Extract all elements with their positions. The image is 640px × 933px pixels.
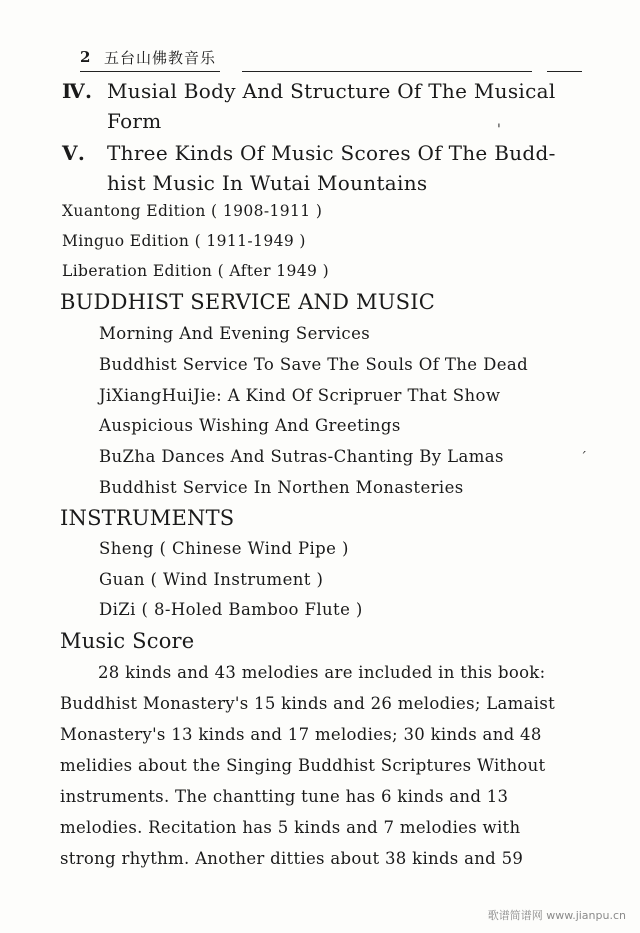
running-header: [62, 48, 582, 78]
toc-entry-v: [62, 138, 556, 198]
list-item: BuZha Dances And Sutras-Chanting By Lamas: [99, 447, 504, 466]
toc-entry-text: Three Kinds Of Music Scores Of The Budd-: [107, 141, 556, 165]
music-score-paragraph: [60, 657, 570, 874]
book-title: 五台山佛教音乐: [104, 49, 217, 67]
section-heading-music-score: Music Score: [60, 629, 195, 653]
paragraph-line: melidies about the Singing Buddhist Scriptures Without: [60, 756, 546, 775]
list-item: Auspicious Wishing And Greetings: [99, 416, 401, 435]
roman-numeral: Ⅳ.: [62, 79, 93, 103]
page-number: 2: [80, 48, 91, 66]
list-item: Buddhist Service In Northen Monasteries: [99, 478, 464, 497]
edition-line: Xuantong Edition ( 1908-1911 ): [62, 202, 323, 220]
site-watermark: 歌谱简谱网 www.jianpu.cn: [487, 909, 626, 922]
paragraph-line: 28 kinds and 43 melodies are included in this book:: [98, 663, 546, 682]
toc-entry-text: Musial Body And Structure Of The Musical: [107, 79, 556, 103]
paragraph-line: Buddhist Monastery's 15 kinds and 26 melodies; Lamaist: [60, 694, 556, 713]
header-rule: [242, 71, 532, 72]
roman-numeral: Ⅴ.: [62, 141, 86, 165]
list-item: JiXiangHuiJie: A Kind Of Scripruer That Show: [99, 386, 501, 405]
section-heading-buddhist-service: BUDDHIST SERVICE AND MUSIC: [60, 290, 435, 314]
paragraph-line: melodies. Recitation has 5 kinds and 7 melodies with: [60, 818, 521, 837]
stray-mark: ': [497, 122, 501, 138]
list-item: Buddhist Service To Save The Souls Of The Dead: [99, 355, 529, 374]
edition-line: Liberation Edition ( After 1949 ): [62, 262, 330, 280]
list-item: DiZi ( 8-Holed Bamboo Flute ): [99, 600, 363, 619]
toc-entry-iv: [62, 76, 556, 136]
paragraph-line: instruments. The chantting tune has 6 kinds and 13: [60, 787, 509, 806]
toc-entry-text: hist Music In Wutai Mountains: [107, 171, 428, 195]
list-item: Sheng ( Chinese Wind Pipe ): [99, 539, 349, 558]
stray-mark: ´: [580, 450, 587, 466]
header-rule: [547, 71, 582, 72]
toc-entry-text: Form: [107, 109, 162, 133]
edition-line: Minguo Edition ( 1911-1949 ): [62, 232, 306, 250]
list-item: Guan ( Wind Instrument ): [99, 570, 324, 589]
header-rule: [80, 71, 220, 72]
section-heading-instruments: INSTRUMENTS: [60, 506, 235, 530]
paragraph-line: strong rhythm. Another ditties about 38 kinds and 59: [60, 849, 524, 868]
paragraph-line: Monastery's 13 kinds and 17 melodies; 30 kinds and 48: [60, 725, 542, 744]
list-item: Morning And Evening Services: [99, 324, 371, 343]
